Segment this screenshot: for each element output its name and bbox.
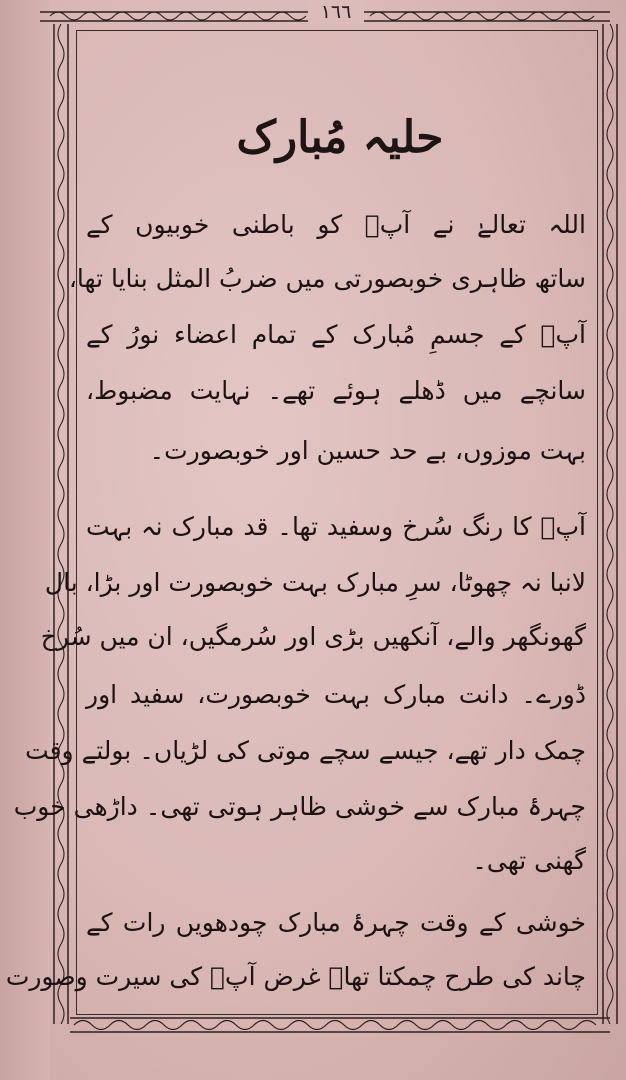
text-line: چاند کی طرح چمکتا تھا۔ غرض آپؐ کی سیرت وصورت — [5, 962, 586, 991]
text-line: خوشی کے وقت چہرۂ مبارک چودھویں رات کے — [86, 908, 586, 937]
text-line: گھنی تھی۔ — [472, 846, 586, 875]
text-line: آپؐ کے جسمِ مُبارک کے تمام اعضاء نورُ کے — [86, 320, 586, 349]
text-line: ڈورے۔ دانت مبارک بہت خوبصورت، سفید اور — [86, 680, 586, 709]
page-heading: حلیہ مُبارک — [236, 112, 444, 163]
text-line: ساتھ ظاہری خوبصورتی میں ضربُ المثل بنایا تھا، — [68, 264, 586, 293]
text-line: گھونگھر والے، آنکھیں بڑی اور سُرمگیں، ان میں سُرخ — [40, 622, 586, 651]
text-line: اللہ تعالےٰ نے آپؐ کو باطنی خوبیوں کے — [86, 210, 586, 239]
page-number: ١٦٦ — [308, 0, 364, 24]
text-line: لانبا نہ چھوٹا، سرِ مبارک بہت خوبصورت اور بڑا، بال — [44, 568, 586, 597]
text-line: بہت موزوں، بے حد حسین اور خوبصورت۔ — [149, 436, 586, 465]
text-line: چہرۂ مبارک سے خوشی ظاہر ہوتی تھی۔ داڑھی خوب — [13, 792, 586, 821]
text-line: آپؐ کا رنگ سُرخ وسفید تھا۔ قد مبارک نہ بہت — [86, 512, 586, 541]
text-line: چمک دار تھے، جیسے سچے موتی کی لڑیاں۔ بولتے وقت — [25, 736, 586, 765]
text-line: سانچے میں ڈھلے ہوئے تھے۔ نہایت مضبوط، — [86, 376, 586, 405]
